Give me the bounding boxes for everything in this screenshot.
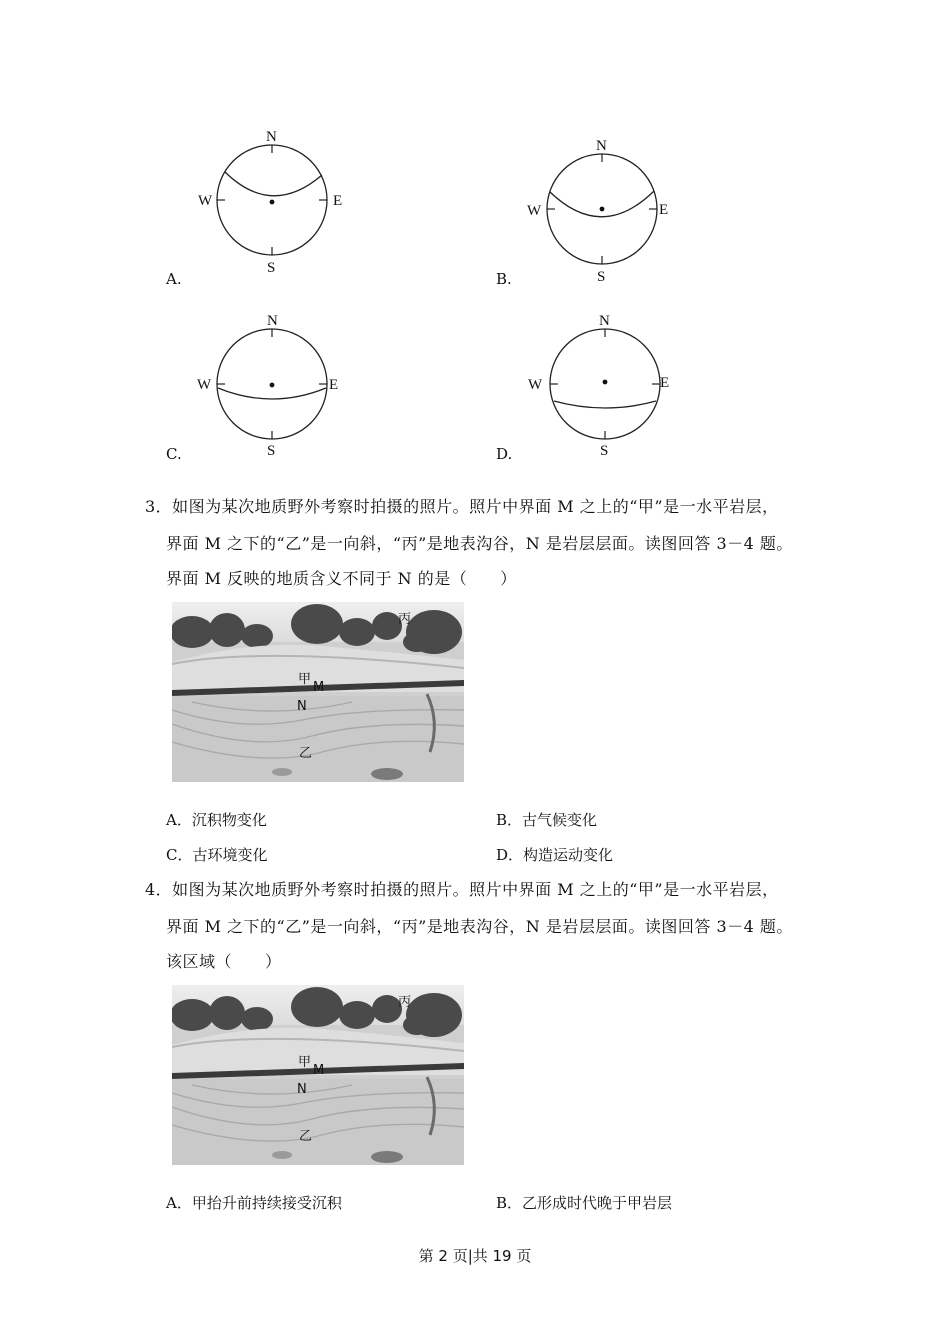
question-4-line-1: 4．如图为某次地质野外考察时拍摄的照片。照片中界面 M 之上的“甲”是一水平岩层，: [145, 880, 779, 899]
q4-choice-b[interactable]: B．乙形成时代晚于甲岩层: [496, 1194, 673, 1212]
east-label: E: [659, 202, 669, 218]
geology-photo-q3: [172, 602, 464, 782]
label-bing: 丙: [398, 612, 412, 627]
label-n: N: [297, 699, 307, 714]
option-a-label[interactable]: A.: [166, 270, 182, 288]
q3-choice-b[interactable]: B．古气候变化: [496, 811, 598, 829]
option-b-label[interactable]: B.: [496, 270, 512, 288]
label-jia: 甲: [298, 672, 312, 687]
q3-choice-d[interactable]: D．构造运动变化: [496, 846, 614, 864]
dial-option-a: [195, 125, 365, 275]
label-bing: 丙: [398, 995, 412, 1010]
dial-option-d: [528, 309, 698, 459]
dial-option-b: [525, 134, 695, 284]
question-4-line-2: 界面 M 之下的“乙”是一向斜，“丙”是地表沟谷，N 是岩层层面。读图回答 3－4 题。: [166, 917, 793, 936]
west-label: W: [528, 377, 543, 393]
north-label: N: [266, 129, 277, 145]
south-label: S: [267, 260, 276, 275]
label-yi: 乙: [299, 746, 313, 761]
option-c-label[interactable]: C.: [166, 445, 182, 463]
question-3-line-1: 3．如图为某次地质野外考察时拍摄的照片。照片中界面 M 之上的“甲”是一水平岩层，: [145, 497, 779, 516]
geology-photo-q4: [172, 985, 464, 1165]
q4-choice-a[interactable]: A．甲抬升前持续接受沉积: [166, 1194, 342, 1212]
west-label: W: [527, 203, 542, 219]
label-jia: 甲: [298, 1055, 312, 1070]
q3-choice-a[interactable]: A．沉积物变化: [166, 811, 267, 829]
label-m: M: [313, 1063, 325, 1078]
label-yi: 乙: [299, 1129, 313, 1144]
option-d-label[interactable]: D.: [496, 445, 513, 463]
south-label: S: [597, 269, 606, 284]
west-label: W: [198, 193, 213, 209]
question-4-line-3: 该区域（ ）: [166, 952, 282, 971]
east-label: E: [333, 193, 343, 209]
south-label: S: [600, 443, 609, 459]
question-3-line-2: 界面 M 之下的“乙”是一向斜，“丙”是地表沟谷，N 是岩层层面。读图回答 3－4 题。: [166, 534, 793, 553]
question-3-line-3: 界面 M 反映的地质含义不同于 N 的是（ ）: [166, 569, 517, 588]
north-label: N: [599, 313, 610, 329]
label-n: N: [297, 1082, 307, 1097]
north-label: N: [267, 313, 278, 329]
east-label: E: [329, 377, 339, 393]
page-number-footer: 第 2 页|共 19 页: [418, 1247, 532, 1265]
north-label: N: [596, 138, 607, 154]
label-m: M: [313, 680, 325, 695]
dial-option-c: [195, 309, 365, 459]
east-label: E: [660, 375, 670, 391]
south-label: S: [267, 443, 276, 459]
q3-choice-c[interactable]: C．古环境变化: [166, 846, 268, 864]
west-label: W: [197, 377, 212, 393]
